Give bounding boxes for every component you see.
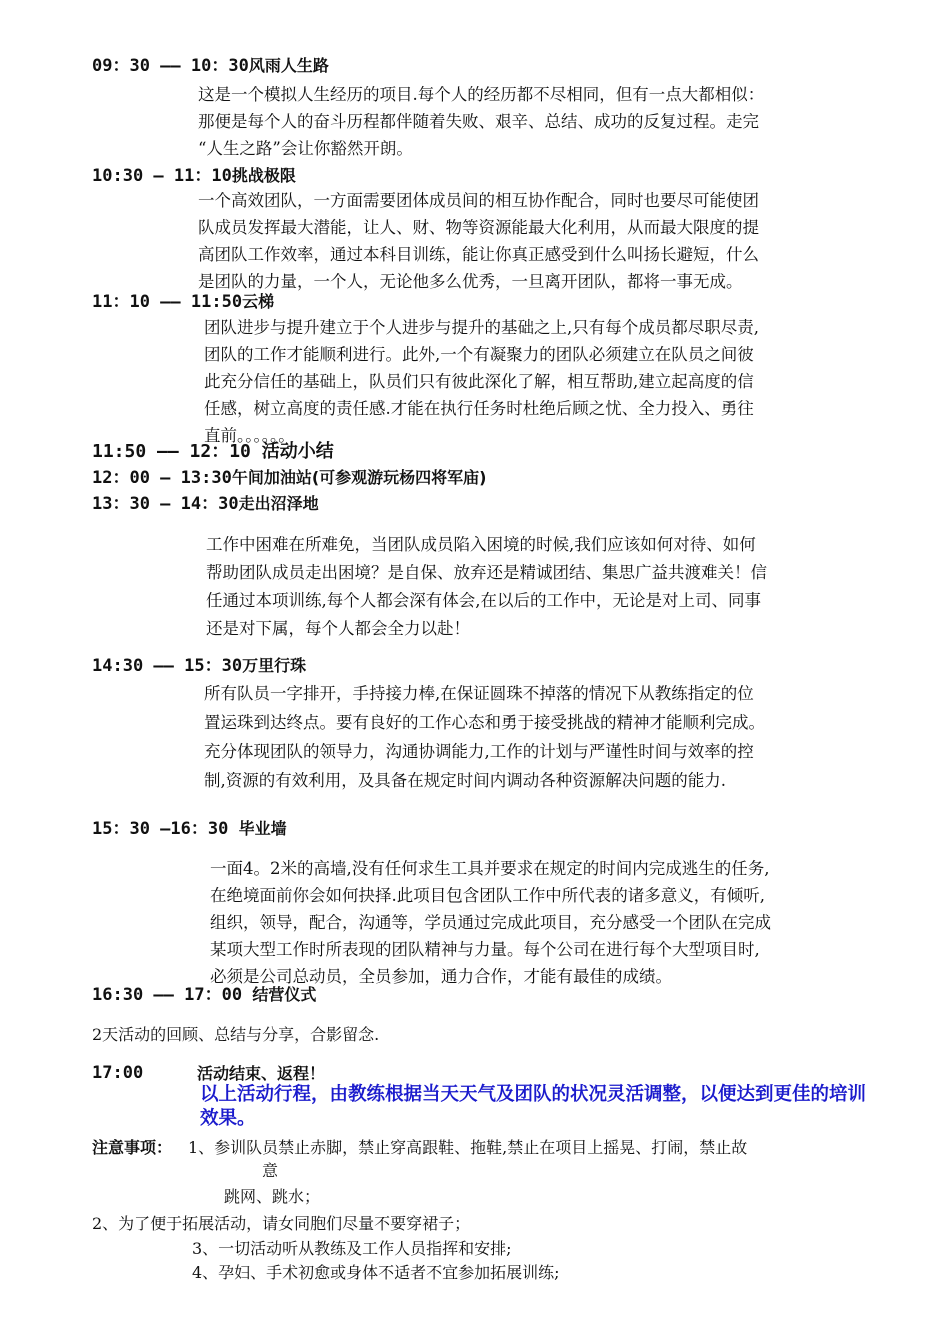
description-line: 制,资源的有效利用，及具备在规定时间内调动各种资源解决问题的能力.: [204, 771, 726, 790]
activity-description: [198, 187, 759, 295]
time-range: 11：10 —— 11:50: [92, 292, 243, 312]
summary-text: 2天活动的回顾、总结与分享，合影留念.: [92, 1025, 380, 1044]
activity-description: [204, 679, 765, 795]
note-item-3: 3、一切活动听从教练及工作人员指挥和安排;: [192, 1239, 512, 1258]
description-line: 团队的工作才能顺利进行。此外,一个有凝聚力的团队必须建立在队员之间彼: [204, 345, 754, 364]
description-line: 充分体现团队的领导力，沟通协调能力,工作的计划与严谨性时间与效率的控: [204, 742, 754, 761]
description-line: 团队进步与提升建立于个人进步与提升的基础之上,只有每个成员都尽职尽责,: [204, 318, 759, 337]
schedule-item-header: [92, 493, 319, 515]
schedule-adjustment-note: 以上活动行程，由教练根据当天天气及团队的状况灵活调整，以便达到更佳的培训效果。: [200, 1084, 867, 1129]
description-line: 一个高效团队，一方面需要团体成员间的相互协作配合，同时也要尽可能使团: [198, 191, 759, 210]
notes-label: 注意事项：: [92, 1138, 173, 1157]
description-line: 工作中困难在所难免，当团队成员陷入困境的时候,我们应该如何对待、如何: [206, 535, 756, 554]
description-line: 任通过本项训练,每个人都会深有体会,在以后的工作中，无论是对上司、同事: [206, 591, 761, 610]
schedule-item-header: [92, 441, 334, 463]
time-range: 15：30 —16：30: [92, 819, 229, 839]
activity-title: 挑战极限: [231, 166, 296, 185]
end-header: [92, 1062, 143, 1084]
activity-title: 结营仪式: [252, 985, 317, 1004]
description-line: 是团队的力量，一个人，无论他多么优秀，一旦离开团队，都将一事无成。: [198, 272, 743, 291]
description-line: 此充分信任的基础上，队员们只有彼此深化了解，相互帮助,建立起高度的信: [204, 372, 754, 391]
description-line: 帮助团队成员走出困境？是自保、放弃还是精诚团结、集思广益共渡难关！信: [206, 563, 767, 582]
end-title: 活动结束、返程！: [197, 1064, 326, 1083]
description-line: 必须是公司总动员，全员参加，通力合作，才能有最佳的成绩。: [210, 967, 672, 986]
description-line: 队成员发挥最大潜能，让人、财、物等资源能最大化利用，从而最大限度的提: [198, 218, 759, 237]
time-range: 14:30 —— 15：30: [92, 656, 243, 676]
activity-title: 活动小结: [261, 441, 334, 462]
activity-description: [210, 855, 771, 990]
activity-description: [204, 314, 759, 449]
description-line: “人生之路”会让你豁然开朗。: [198, 139, 413, 158]
description-line: 置运珠到达终点。要有良好的工作心态和勇于接受挑战的精神才能顺利完成。: [204, 713, 765, 732]
activity-description: [198, 81, 764, 162]
description-line: 某项大型工作时所表现的团队精神与力量。每个公司在进行每个大型项目时,: [210, 940, 760, 959]
time-range: 09：30 —— 10：30: [92, 56, 249, 76]
activity-title: 云梯: [242, 292, 275, 311]
activity-title: 毕业墙: [238, 819, 287, 838]
description-line: 直前。。。。。。: [204, 426, 295, 445]
description-line: 任感，树立高度的责任感.才能在执行任务时杜绝后顾之忧、全力投入、勇往: [204, 399, 754, 418]
time-range: 12：00 — 13:30: [92, 468, 232, 488]
schedule-item-header: [92, 655, 306, 677]
description-line: 在绝境面前你会如何抉择.此项目包含团队工作中所代表的诸多意义，有倾听,: [210, 886, 765, 905]
time-range: 13：30 — 14：30: [92, 494, 239, 514]
schedule-item-header: [92, 165, 296, 187]
description-line: 组织，领导，配合，沟通等，学员通过完成此项目，充分感受一个团队在完成: [210, 913, 771, 932]
time-range: 11:50 —— 12：10: [92, 441, 251, 462]
description-line: 所有队员一字排开，手持接力棒,在保证圆珠不掉落的情况下从教练指定的位: [204, 684, 754, 703]
note-item-2: 2、为了便于拓展活动，请女同胞们尽量不要穿裙子；: [92, 1214, 471, 1233]
activity-title: 风雨人生路: [248, 56, 329, 75]
schedule-item-header: [92, 467, 486, 489]
note-item-4: 4、孕妇、手术初愈或身体不适者不宜参加拓展训练;: [192, 1263, 560, 1282]
schedule-item-header: [92, 818, 287, 840]
activity-description: [206, 531, 767, 643]
description-line: 还是对下属，每个人都会全力以赴！: [206, 619, 470, 638]
activity-title: 午间加油站(可参观游玩杨四将军庙): [231, 468, 487, 487]
description-line: 这是一个模拟人生经历的项目.每个人的经历都不尽相同，但有一点大都相似：: [198, 85, 765, 104]
end-time: 17:00: [92, 1063, 144, 1083]
description-line: 高团队工作效率，通过本科目训练，能让你真正感受到什么叫扬长避短，什么: [198, 245, 759, 264]
activity-title: 万里行珠: [242, 656, 307, 675]
note-item-1-cont: 跳网、跳水；: [224, 1187, 321, 1206]
note-item-1: 1、参训队员禁止赤脚，禁止穿高跟鞋、拖鞋,禁止在项目上摇晃、打闹，禁止故: [188, 1138, 748, 1157]
activity-title: 走出沼泽地: [238, 494, 319, 513]
note-item-1-wrap: 意: [262, 1161, 279, 1180]
time-range: 16:30 —— 17：00: [92, 985, 243, 1005]
schedule-item-header: [92, 55, 329, 77]
description-line: 那便是每个人的奋斗历程都伴随着失败、艰辛、总结、成功的反复过程。走完: [198, 112, 759, 131]
description-line: 一面4。2米的高墙,没有任何求生工具并要求在规定的时间内完成逃生的任务,: [210, 859, 770, 878]
schedule-item-header: [92, 984, 316, 1006]
schedule-item-header: [92, 291, 274, 313]
time-range: 10:30 — 11：10: [92, 166, 232, 186]
